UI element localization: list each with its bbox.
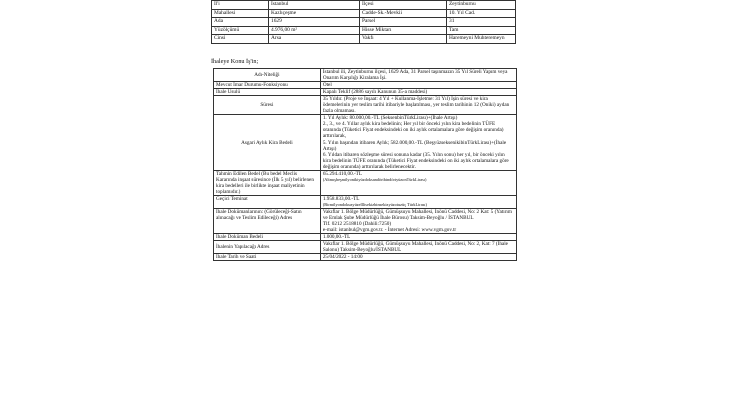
documents-address: Vakıflar 1. Bölge Müdürlüğü, Gümüşsuyu Mahallesi, İnönü Caddesi, No: 2 Kat: 5 (Yatırım ve Emlak Şube Müdürlüğü İhale Bürosu) Taksim-Beyoğlu / İSTANBUL: [322, 209, 512, 222]
table-row: [212, 18, 516, 27]
table-row: [214, 241, 517, 254]
documents-email: e-mail: istanbul@vgm.gov.tr. - İnternet Adresi: www.vgm.gov.tr: [322, 227, 457, 234]
table-row: [214, 209, 517, 234]
table-row: [212, 1, 516, 10]
rent-line: 5. Yılın başından itibaren Aylık; 582.000,00.-TL (BeşyüzseksenikibinTürkLirası)+(İhale Artışı): [322, 139, 507, 152]
table-row: [214, 195, 517, 208]
estimate-words: (AltmışbeşmilyonikiyüzdoksandörtbindörtyüzonTürkLirası): [322, 176, 427, 182]
name-label: Adı-Niteliği: [214, 69, 321, 82]
table-row: [214, 115, 517, 170]
table-row: [212, 35, 516, 44]
table-row: [214, 96, 517, 115]
table-cell: Ada: [212, 18, 269, 27]
table-cell: Haremeyni Muhteremeyn: [447, 35, 516, 44]
date-label: İhale Tarih ve Saati: [214, 254, 321, 261]
table-cell: İl'i: [212, 1, 269, 10]
venue-value: Vakıflar 1. Bölge Müdürlüğü, Gümüşsuyu Mahallesi, İnönü Caddesi, No: 2, Kat: 7 (İhale Salonu) Taksim-Beyoğlu/İSTANBUL: [320, 241, 516, 254]
date-value: 25/04/2022 - 14:00: [320, 254, 516, 261]
zoning-value: Otel: [320, 82, 516, 89]
section-heading: İhaleye Konu İş'in;: [211, 58, 259, 65]
documents-value: [320, 209, 516, 234]
rent-line: 6. Yıldan itibaren sözleşme süresi sonuna kadar (35. Yılın sonu) her yıl, bir önceki yılın kira bedelinin TÜFE oranında (Tüketici Fiyat endeksindeki on iki aylık ortalamalara göre değişim oranında) arttırılarak belirlenecektir.: [322, 151, 509, 170]
guarantee-label: Geçici Teminat: [214, 195, 321, 208]
table-row: [214, 254, 517, 261]
table-row: [212, 9, 516, 18]
estimate-amount: 65.294.410,00.-TL: [322, 170, 363, 177]
duration-value: 35 Yıldır. (Proje ve İnşaat: 4 Yıl + Kullanma-İşletme: 31 Yıl) İşin süresi ve kira ödemelerinin yer teslim tarihi itibariyle başlatılması, yer teslim tarihinin 12 (Oniki) aydan fazla olmaması.: [320, 96, 516, 115]
doc-price-label: İhale Doküman Bedeli: [214, 234, 321, 241]
guarantee-words: (Birmilyondokuzyüzelllisekizbinsekizyüzotuzüç TürkLirası): [322, 201, 427, 207]
table-row: [214, 82, 517, 89]
guarantee-value: [320, 195, 516, 208]
doc-price-value: 1.000,00.-TL: [320, 234, 516, 241]
table-cell: Mahallesi: [212, 9, 269, 18]
table-cell: Cinsi: [212, 35, 269, 44]
rent-line: 1. Yıl Aylık: 80.000,00.-TL (SeksenbinTürkLirası)+(İhale Artışı): [322, 115, 458, 122]
estimate-value: [320, 170, 516, 195]
zoning-label: Mevcut İmar Durumu-Fonksiyonu: [214, 82, 321, 89]
documents-phone: Tlf. 0212 2518810 (Dahili:7250): [322, 221, 392, 228]
rent-label: Asgari Aylık Kira Bedeli: [214, 115, 321, 170]
table-cell: 1629: [269, 18, 360, 27]
tender-details-table: [213, 68, 517, 261]
guarantee-amount: 1.958.833,00.-TL: [322, 195, 360, 202]
estimate-label: Tahmin Edilen Bedel (Bu bedel Meclis Kararında inşaat süresince (İlk 5 yıl) belirlenen kira bedelleri ile birlikte inşaat maliyetinin toplamıdır.): [214, 170, 321, 195]
table-cell: İstanbul: [269, 1, 360, 10]
duration-label: Süresi: [214, 96, 321, 115]
table-cell: Tam: [447, 26, 516, 35]
table-cell: Vakfı: [360, 35, 447, 44]
rent-value: [320, 115, 516, 170]
document-page: [195, 0, 530, 420]
table-cell: 4.976,00 m²: [269, 26, 360, 35]
table-row: [214, 69, 517, 82]
table-cell: Yüzölçümü: [212, 26, 269, 35]
table-cell: Kazlıçeşme: [269, 9, 360, 18]
table-cell: Arsa: [269, 35, 360, 44]
rent-line: 2., 3., ve 4. Yıllar aylık kira bedelinin; Her yıl bir önceki yılın kira bedelinin TÜFE oranında (Tüketici Fiyat endeksindeki on iki aylık ortalamalara göre değişim oranında) arttırılarak,: [322, 121, 504, 140]
table-row: [214, 170, 517, 195]
table-cell: 31: [447, 18, 516, 27]
parcel-info-table: [211, 0, 516, 44]
documents-label: İhale Dokümanlarının: (Görüleceği-Satın alınacağı ve Teslim Edileceği) Adres: [214, 209, 321, 234]
table-row: [214, 234, 517, 241]
table-cell: Parsel: [360, 18, 447, 27]
table-cell: Zeytinburnu: [447, 1, 516, 10]
name-value: İstanbul ili, Zeytinburnu ilçesi, 1629 Ada, 31 Parsel taşınmazın 35 Yıl Süreli Yapım veya Onarım Karşılığı Kiralama İşi.: [320, 69, 516, 82]
table-row: [214, 89, 517, 96]
method-value: Kapalı Teklif (2886 sayılı Kanunun 35-a maddesi): [320, 89, 516, 96]
table-cell: Hisse Miktarı: [360, 26, 447, 35]
table-row: [212, 26, 516, 35]
table-cell: İlçesi: [360, 1, 447, 10]
table-cell: 10. Yıl Cad.: [447, 9, 516, 18]
method-label: İhale Usulü: [214, 89, 321, 96]
table-cell: Cadde-Sk.-Mevkii: [360, 9, 447, 18]
venue-label: İhalenin Yapılacağı Adres: [214, 241, 321, 254]
